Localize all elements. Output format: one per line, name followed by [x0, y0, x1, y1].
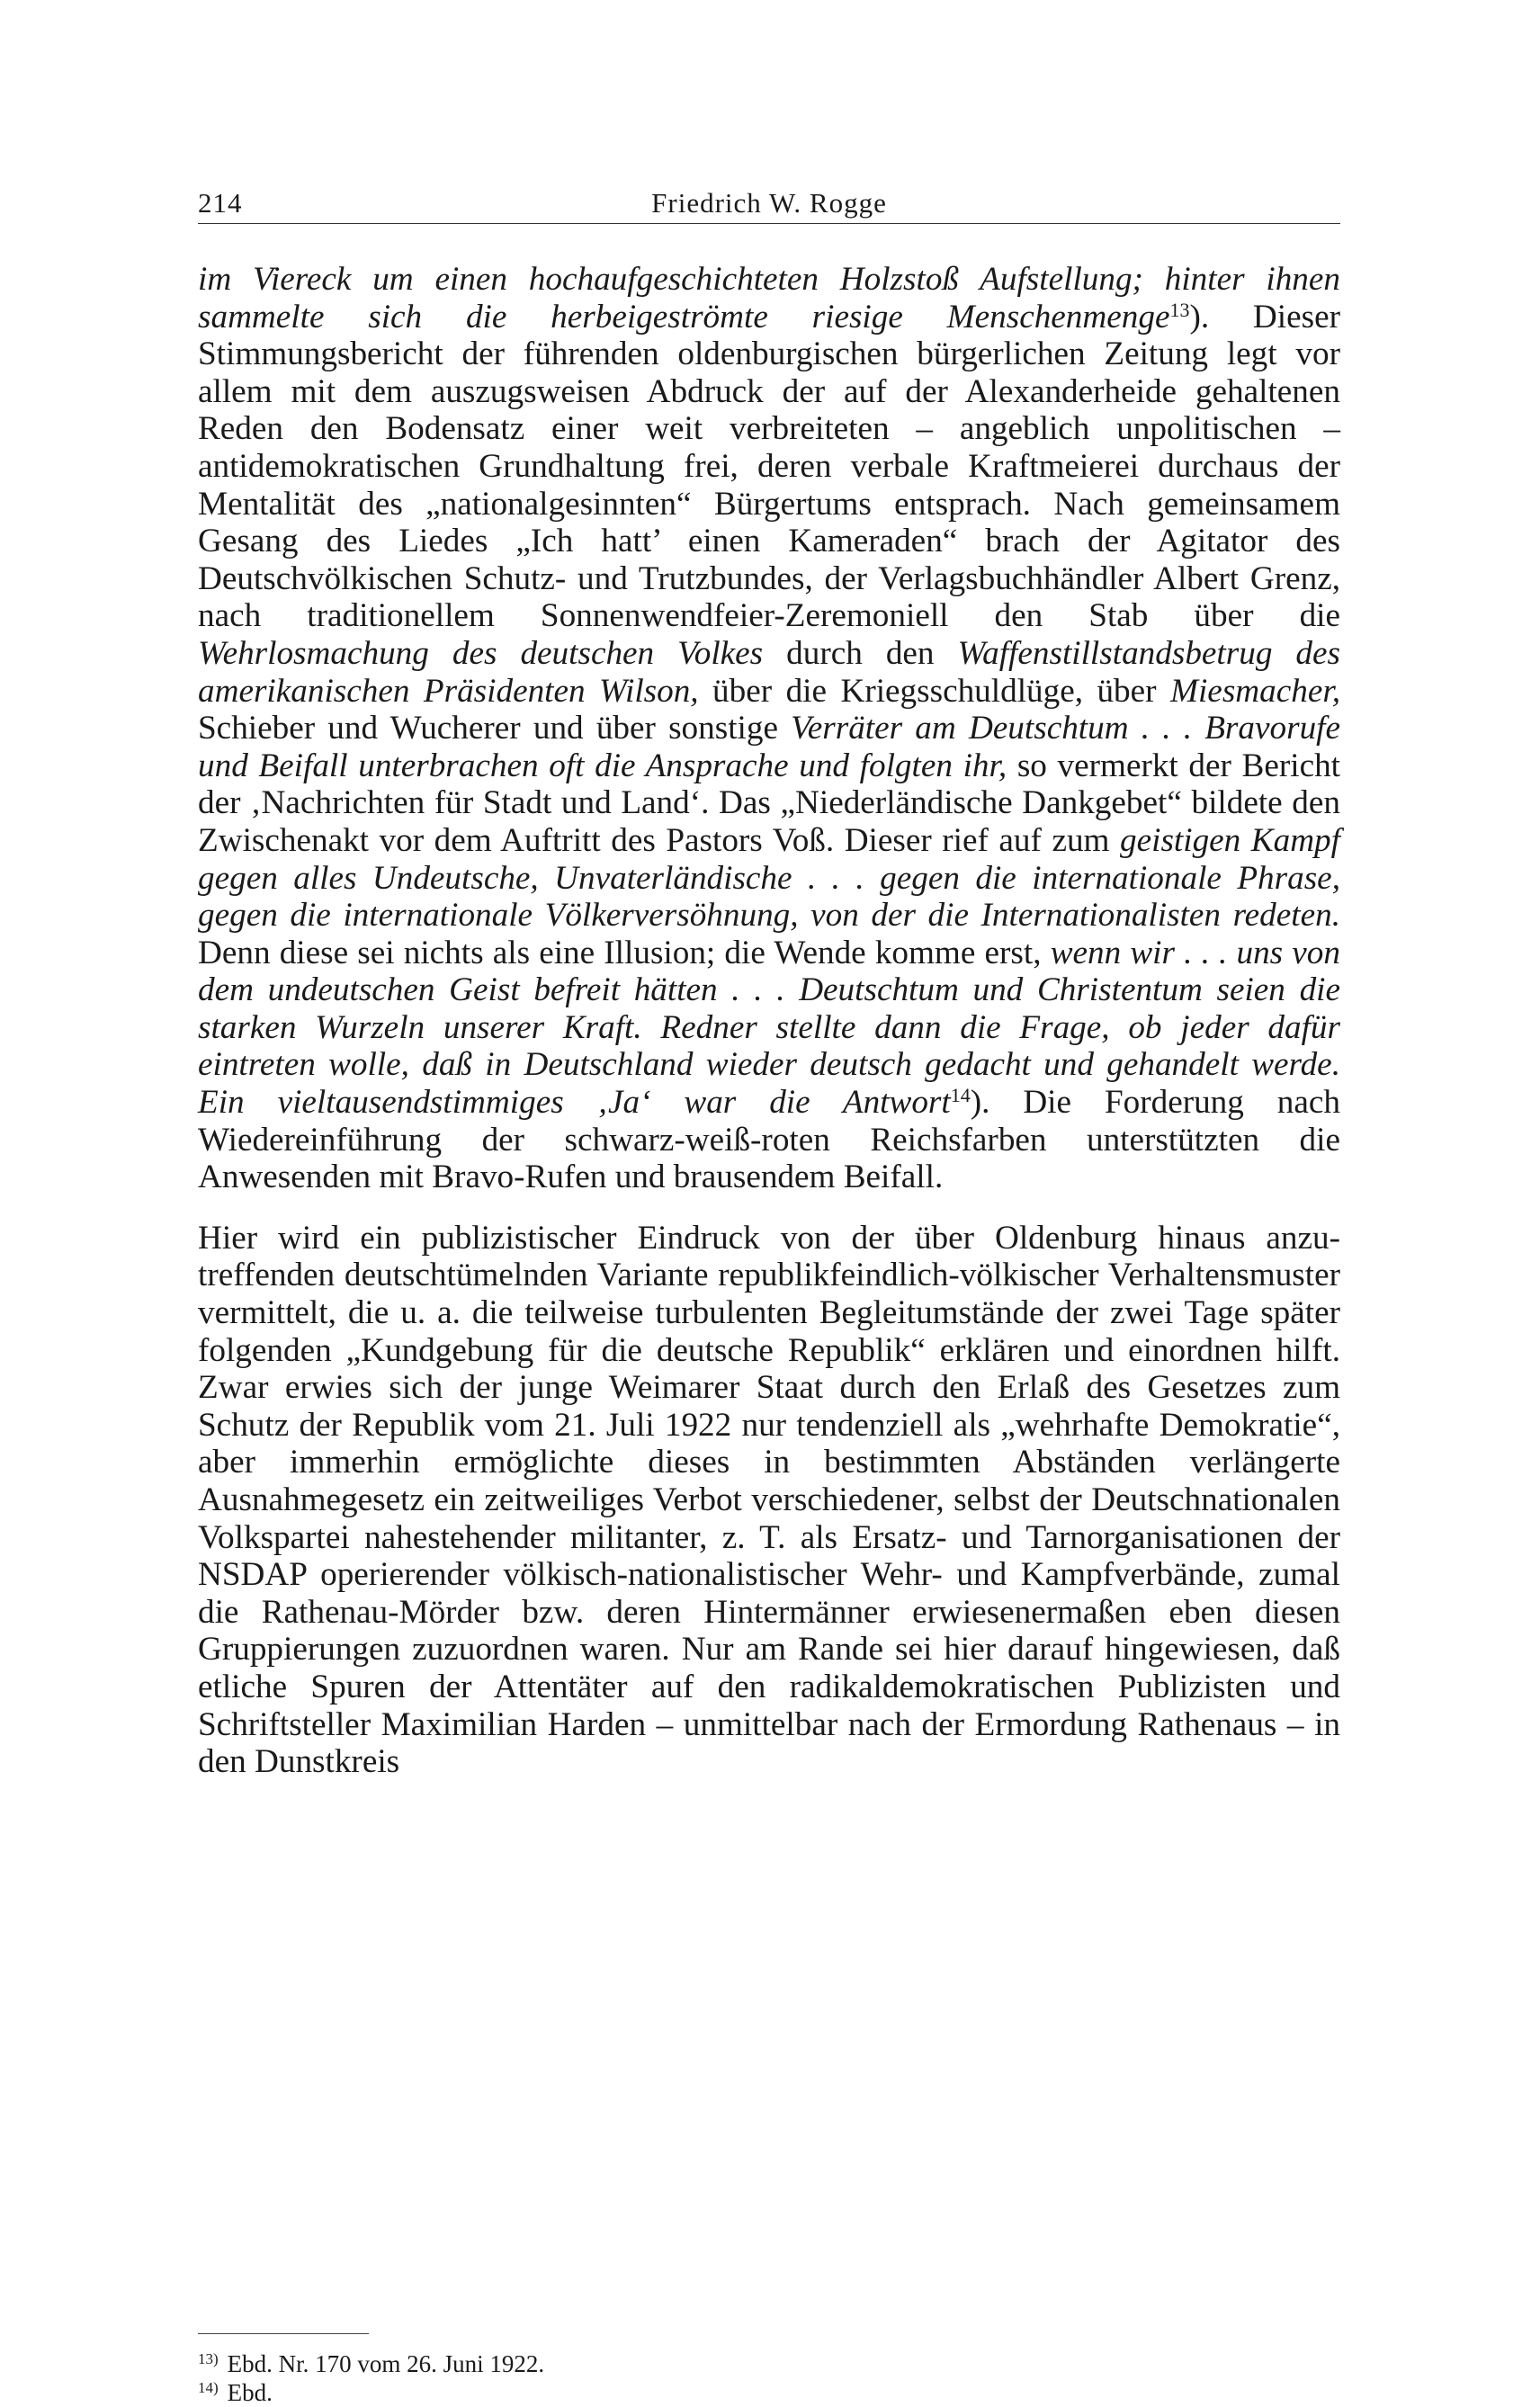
- text-run: durch den: [763, 634, 958, 672]
- page-header: [198, 183, 1340, 224]
- text-run: Denn diese sei nichts als eine Illusion; die Wende komme erst,: [198, 934, 1051, 971]
- footnote-mark: 13): [198, 2350, 219, 2367]
- quoted-italic-text: im Viereck um einen hochaufgeschichteten Holzstoß Aufstellung; hinter ihnen sammelte sich die herbeigeströmte riesige Menschenmenge: [198, 261, 1340, 336]
- quoted-italic-text: Waffenstillstandsbetrug des amerikanischen Präsidenten Wilson,: [198, 634, 1340, 710]
- footnote-reference: 13: [1169, 298, 1190, 321]
- running-head: Friedrich W. Rogge: [651, 187, 887, 219]
- footnote-divider: [198, 2333, 369, 2334]
- footnote-13: [198, 2349, 1340, 2378]
- footnotes: [198, 2349, 1340, 2407]
- text-run: über die Kriegsschuldlüge, über: [698, 672, 1170, 710]
- text-run: Hier wird ein publizistischer Eindruck von der über Oldenburg hinaus anzutreffenden deutschtümelnden Variante republikfeindlich-völkischer Verhaltensmuster vermittelt, die u. a. die teilweise turbulenten Begleitumstände der zwei Tage später folgenden „Kundgebung für die deutsche Republik“ erklären und einordnen hilft. Zwar erwies sich der junge Weimarer Staat durch den Erlaß des Gesetzes zum Schutz der Republik vom 21. Juli 1922 nur tendenziell als „wehrhafte Demokratie“, aber immerhin ermöglichte dieses in bestimmten Abständen verlängerte Ausnahmegesetz ein zeitweiliges Verbot verschiedener, selbst der Deutschnationalen Volkspartei nahestehender militanter, z. T. als Ersatz- und Tarnorganisationen der NSDAP operierender völkisch-nationalistischer Wehr- und Kampfverbände, zumal die Rathenau-Mörder bzw. deren Hintermänner erwiesenermaßen eben diesen Gruppierungen zuzuordnen waren. Nur am Rande sei hier darauf hingewiesen, daß etliche Spuren der Attentäter auf den radikaldemokratischen Publizisten und Schriftsteller Maximilian Harden – unmittelbar nach der Ermordung Rathenaus – in den Dunstkreis: [198, 1219, 1340, 1781]
- footnote-14: [198, 2378, 1340, 2407]
- footnote-text: Ebd.: [227, 2379, 273, 2406]
- body-text: [198, 261, 1340, 1781]
- text-run: ). Die Forderung nach Wiedereinführung der schwarz-weiß-roten Reichsfarben unterstützten die Anwesenden mit Bravo-Rufen und brausendem Beifall.: [198, 1084, 1340, 1196]
- footnote-reference: 14: [950, 1084, 971, 1107]
- quoted-italic-text: geistigen Kampf gegen alles Undeutsche, Unvaterländische . . . gegen die internationale Phrase, gegen die internationale Völkerversöhnung, von der die Internationalisten redeten.: [198, 821, 1340, 935]
- paragraph: [198, 261, 1340, 1196]
- quoted-italic-text: Verräter am Deutschtum . . . Bravorufe und Beifall unterbrachen oft die Ansprache und folgten ihr,: [198, 710, 1340, 784]
- quoted-italic-text: Wehrlosmachung des deutschen Volkes: [198, 634, 764, 672]
- text-run: ). Dieser Stimmungsbericht der führenden oldenburgischen bürgerlichen Zeitung legt vor allem mit dem auszugsweisen Abdruck der auf der Alexanderheide gehaltenen Reden den Bodensatz einer weit verbreiteten – angeblich unpolitischen – antidemokratischen Grundhaltung frei, deren verbale Kraftmeierei durchaus der Mentalität des „nationalgesinnten“ Bürgertums entsprach. Nach gemeinsamem Gesang des Liedes „Ich hatt’ einen Kameraden“ brach der Agitator des Deutschvölkischen Schutz- und Trutzbundes, der Verlagsbuchhändler Albert Grenz, nach traditionellem Sonnenwendfeier-Zeremoniell den Stab über die: [198, 298, 1340, 635]
- footnote-text: Ebd. Nr. 170 vom 26. Juni 1922.: [227, 2350, 545, 2377]
- page-number: 214: [198, 187, 243, 219]
- quoted-italic-text: wenn wir . . . uns von dem undeutschen Geist befreit hätten . . . Deutschtum und Christentum seien die starken Wurzeln unserer Kraft. Redner stellte dann die Frage, ob jeder dafür eintreten wolle, daß in Deutschland wieder deutsch gedacht und gehandelt werde. Ein vieltausendstimmiges ‚Ja‘ war die Antwort: [198, 934, 1340, 1122]
- footnote-mark: 14): [198, 2379, 219, 2396]
- text-run: Schieber und Wucherer und über sonstige: [198, 710, 792, 747]
- paragraph: [198, 1220, 1340, 1781]
- quoted-italic-text: Miesmacher,: [1170, 672, 1340, 710]
- text-run: so vermerkt der Bericht der ‚Nachrichten für Stadt und Land‘. Das „Niederländische Dankgebet“ bildete den Zwischenakt vor dem Auftritt des Pastors Voß. Dieser rief auf zum: [198, 747, 1340, 859]
